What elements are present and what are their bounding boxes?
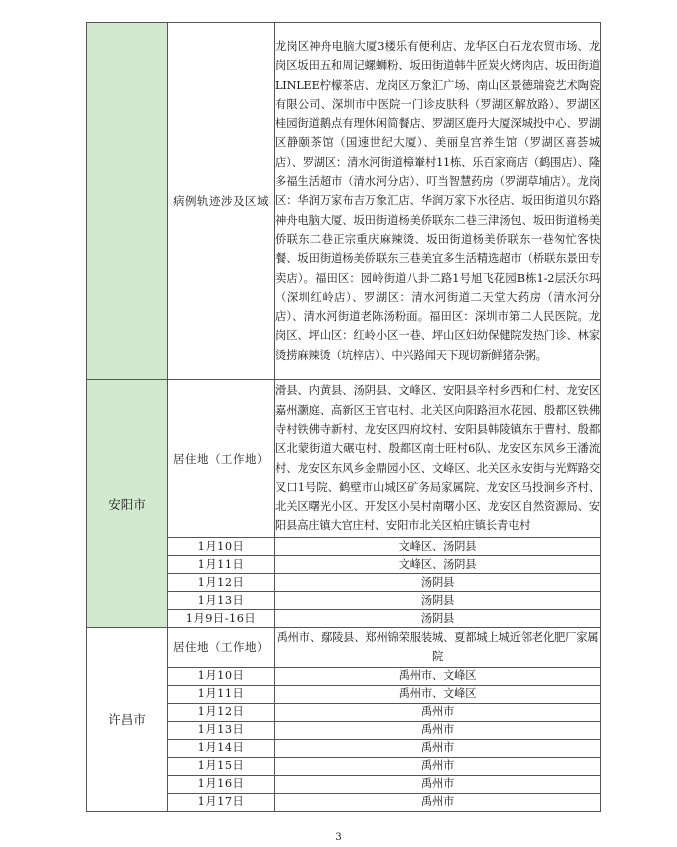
city-xuchang: 许昌市 [87, 628, 168, 812]
place-cell: 汤阴县 [275, 610, 601, 628]
track-area-text: 龙岗区神舟电脑大厦3楼乐有便利店、龙华区白石龙农贸市场、龙岗区坂田五和周记螺蛳粉、坂田街道韩牛匠炭火烤肉店、坂田街道LINLEE柠檬茶店、龙岗区万象汇广场、南山区景德瑞瓷艺术陶瓷有限公司、深圳市中医院一门诊皮肤科（罗湖区解放路）、罗湖区桂园街道鹅点有理休闲简餐店、罗湖区鹿丹大厦深城投中心、罗湖区静颐茶馆（国速世纪大厦）、美丽皇宫养生馆（罗湖区喜荟城店）、罗湖区：清水河街道樟輋村11栋、乐百家商店（鹤围店）、隆多福生活超市（清水河分店）、叮当智慧药房（罗湖草埔店）。龙岗区：华润万家布吉万象汇店、华润万家下水径店、坂田街道贝尔路神舟电脑大厦、坂田街道杨美侨联东二巷三津汤包、坂田街道杨美侨联东二巷正宗重庆麻辣烫、坂田街道杨美侨联东一巷匆忙客快餐、坂田街道杨美侨联东三巷美宜多生活精选超市（桥联东景田专卖店）。福田区：园岭街道八卦二路1号旭飞花园B栋1-2层沃尔玛（深圳红岭店）、罗湖区：清水河街道二天堂大药房（清水河分店）、清水河街道老陈汤粉面。福田区：深圳市第二人民医院。龙岗区、坪山区：红岭小区一巷、坪山区妇幼保健院发热门诊、林家烫捞麻辣烫（坑梓店）、中兴路闻天下现切新鲜猪杂粥。 [275, 23, 601, 380]
residence-label: 居住地（工作地） [168, 628, 275, 668]
place-cell: 汤阴县 [275, 574, 601, 592]
date-cell: 1月11日 [168, 685, 275, 703]
table-row [87, 380, 601, 538]
date-cell: 1月10日 [168, 538, 275, 556]
place-cell: 禹州市 [275, 703, 601, 721]
page-number: 3 [335, 832, 342, 843]
place-cell: 禹州市 [275, 739, 601, 757]
place-cell: 禹州市、文峰区 [275, 667, 601, 685]
table-row [87, 628, 601, 668]
residence-text: 禹州市、鄢陵县、郑州锦荣服装城、夏都城上城近邻老化肥厂家属院 [275, 628, 601, 668]
place-cell: 文峰区、汤阴县 [275, 556, 601, 574]
date-cell: 1月17日 [168, 793, 275, 811]
place-cell: 禹州市、文峰区 [275, 685, 601, 703]
residence-label: 居住地（工作地） [168, 380, 275, 538]
date-cell: 1月16日 [168, 775, 275, 793]
date-cell: 1月10日 [168, 667, 275, 685]
city-cell-blank [87, 23, 168, 380]
place-cell: 禹州市 [275, 757, 601, 775]
date-cell: 1月15日 [168, 757, 275, 775]
date-cell: 1月13日 [168, 721, 275, 739]
city-anyang: 安阳市 [87, 380, 168, 628]
table-row [87, 23, 601, 380]
date-cell: 1月9日-16日 [168, 610, 275, 628]
date-cell: 1月14日 [168, 739, 275, 757]
residence-text: 滑县、内黄县、汤阴县、文峰区、安阳县辛村乡西和仁村、龙安区嘉州灏庭、高新区王官屯村、北关区向阳路洹水花园、殷都区铁佛寺村铁佛寺新村、龙安区四府坟村、安阳县韩陵镇东于曹村、殷都区北蒙街道大碾屯村、殷都区南士旺村6队、龙安区东风乡王潘流村、龙安区东风乡金鼎园小区、文峰区、北关区永安街与光辉路交叉口1号院、鹤壁市山城区矿务局家属院、龙安区马投涧乡齐村、北关区曙光小区、开发区小吴村南曙小区、龙安区自然资源局、安阳县高庄镇大官庄村、安阳市北关区柏庄镇长青屯村 [275, 380, 601, 538]
place-cell: 文峰区、汤阴县 [275, 538, 601, 556]
date-cell: 1月11日 [168, 556, 275, 574]
place-cell: 禹州市 [275, 793, 601, 811]
date-cell: 1月12日 [168, 703, 275, 721]
place-cell: 汤阴县 [275, 592, 601, 610]
place-cell: 禹州市 [275, 721, 601, 739]
track-area-label: 病例轨迹涉及区域 [168, 23, 275, 380]
date-cell: 1月13日 [168, 592, 275, 610]
case-track-table [86, 22, 601, 812]
place-cell: 禹州市 [275, 775, 601, 793]
date-cell: 1月12日 [168, 574, 275, 592]
